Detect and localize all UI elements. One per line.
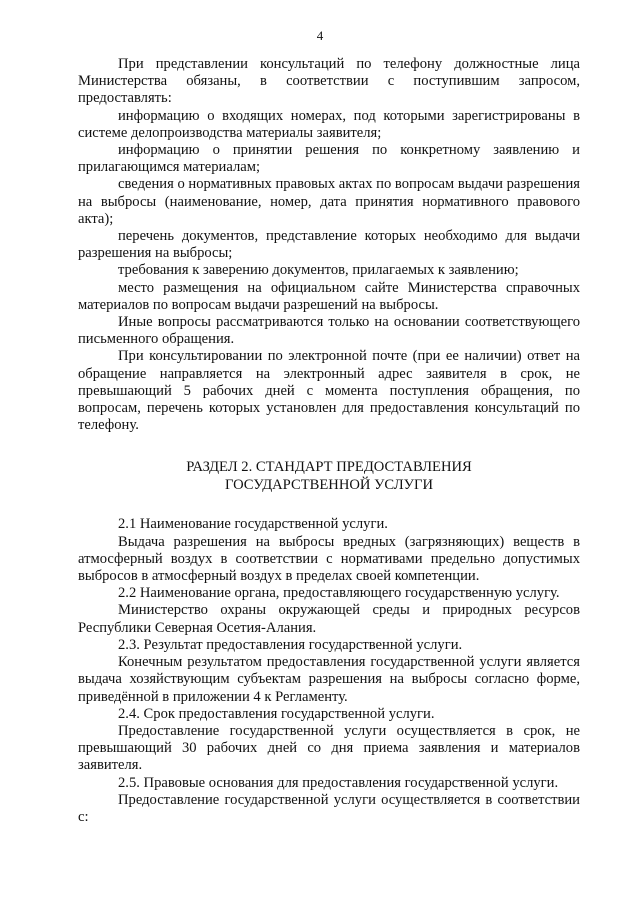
paragraph: Конечным результатом предоставления государственной услуги является выдача хозяйствующим субъектам разрешения на выбросы согласно форме, приведённой в приложении 4 к Регламенту.	[78, 654, 580, 705]
paragraph: 2.1 Наименование государственной услуги.	[118, 516, 388, 533]
paragraph: 2.3. Результат предоставления государственной услуги.	[118, 636, 463, 653]
section-heading-line: РАЗДЕЛ 2. СТАНДАРТ ПРЕДОСТАВЛЕНИЯ	[186, 459, 472, 476]
paragraph: перечень документов, представление которых необходимо для выдачи разрешения на выбросы;	[78, 228, 580, 262]
paragraph: Иные вопросы рассматриваются только на основании соответствующего письменного обращения.	[78, 314, 580, 348]
paragraph: Министерство охраны окружающей среды и природных ресурсов Республики Северная Осетия-Алания.	[78, 602, 580, 636]
paragraph: Предоставление государственной услуги осуществляется в срок, не превышающий 30 рабочих дней со дня приема заявления и материалов заявителя.	[78, 722, 580, 774]
paragraph: информацию о принятии решения по конкретному заявлению и прилагающимся материалам;	[78, 142, 580, 176]
paragraph: При представлении консультаций по телефону должностные лица Министерства обязаны, в соответствии с поступившим запросом, предоставлять:	[78, 56, 580, 107]
page-number: 4	[316, 28, 324, 43]
paragraph: Предоставление государственной услуги осуществляется в соответствии с:	[78, 791, 580, 825]
paragraph: Выдача разрешения на выбросы вредных (загрязняющих) веществ в атмосферный воздух в соответствии с нормативами предельно допустимых выбросов в атмосферный воздух в пределах своей компетенции.	[78, 533, 580, 585]
paragraph: 2.5. Правовые основания для предоставления государственной услуги.	[118, 774, 559, 791]
document-body	[78, 56, 580, 826]
paragraph: 2.4. Срок предоставления государственной услуги.	[118, 705, 435, 722]
section-heading	[78, 458, 580, 494]
paragraph: требования к заверению документов, прилагаемых к заявлению;	[118, 262, 519, 279]
paragraph: место размещения на официальном сайте Министерства справочных материалов по вопросам выдачи разрешений на выбросы.	[78, 279, 580, 313]
paragraph: информацию о входящих номерах, под которыми зарегистрированы в системе делопроизводства материалы заявителя;	[78, 107, 580, 141]
section-heading-line: ГОСУДАРСТВЕННОЙ УСЛУГИ	[225, 477, 433, 494]
paragraph: При консультировании по электронной почте (при ее наличии) ответ на обращение направляется на электронный адрес заявителя в срок, не превышающий 5 рабочих дней с момента поступления обращения, по вопросам, перечень которых установлен для предоставления консультаций по телефону.	[78, 348, 580, 434]
paragraph: 2.2 Наименование органа, предоставляющего государственную услугу.	[118, 585, 560, 602]
paragraph: сведения о нормативных правовых актах по вопросам выдачи разрешения на выбросы (наименование, номер, дата принятия нормативного правового акта);	[78, 176, 580, 227]
